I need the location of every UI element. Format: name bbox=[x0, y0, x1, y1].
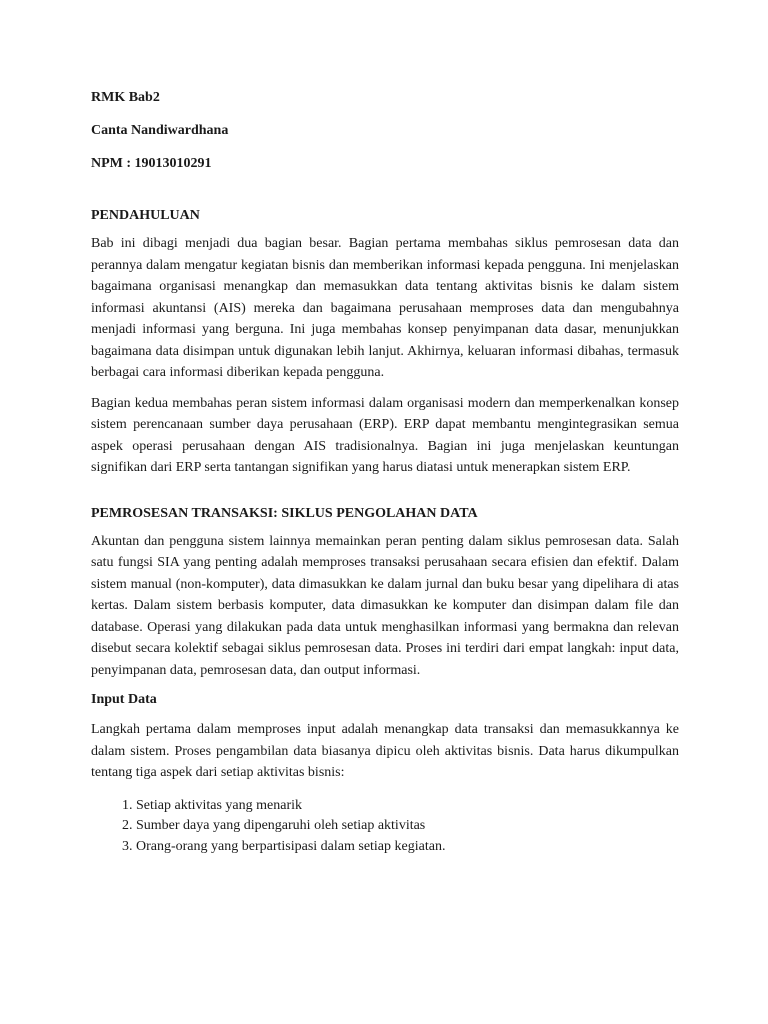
list-item: 3. Orang-orang yang berpartisipasi dalam setiap kegiatan. bbox=[136, 837, 679, 858]
author-name: Canta Nandiwardhana bbox=[91, 123, 229, 138]
intro-paragraph-1: Bab ini dibagi menjadi dua bagian besar. Bagian pertama membahas siklus pemrosesan data dan perannya dalam mengatur kegiatan bisnis dan memberikan informasi kepada pengguna. Ini menjelaskan bagaimana organisasi menangkap dan memasukkan data tentang aktivitas bisnis ke dalam sistem informasi akuntansi (AIS) mereka dan bagaimana perusahaan memproses data dan mengubahnya menjadi informasi yang berguna. Ini juga membahas konsep penyimpanan data dasar, menunjukkan bagaimana data disimpan untuk digunakan lebih lanjut. Akhirnya, keluaran informasi dibahas, termasuk berbagai cara informasi diberikan kepada pengguna. bbox=[91, 236, 679, 380]
list-item: 2. Sumber daya yang dipengaruhi oleh setiap aktivitas bbox=[136, 816, 679, 837]
document-title: RMK Bab2 bbox=[91, 90, 160, 105]
student-id: NPM : 19013010291 bbox=[91, 156, 212, 171]
intro-paragraph-2: Bagian kedua membahas peran sistem informasi dalam organisasi modern dan memperkenalkan konsep sistem perencanaan sumber daya perusahaan (ERP). ERP dapat membantu mengintegrasikan semua aspek operasi perusahaan dengan AIS tradisionalnya. Bagian ini juga menjelaskan keuntungan signifikan dari ERP serta tantangan signifikan yang harus diatasi untuk menerapkan sistem ERP. bbox=[91, 395, 679, 475]
transaction-paragraph: Akuntan dan pengguna sistem lainnya memainkan peran penting dalam siklus pemrosesan data. Salah satu fungsi SIA yang penting adalah memproses transaksi perusahaan secara efisien dan efektif. Dalam sistem manual (non-komputer), data dimasukkan ke dalam jurnal dan buku besar yang dipelihara di atas kertas. Dalam sistem berbasis komputer, data dimasukkan ke komputer dan disimpan dalam file dan database. Operasi yang dilakukan pada data untuk menghasilkan informasi yang bermakna dan relevan disebut secara kolektif sebagai siklus pemrosesan data. Proses ini terdiri dari empat langkah: input data, penyimpanan data, pemrosesan data, dan output informasi. bbox=[91, 533, 679, 678]
subheading-input-data: Input Data bbox=[91, 692, 157, 707]
section-heading-intro: PENDAHULUAN bbox=[91, 208, 200, 223]
input-data-paragraph: Langkah pertama dalam memproses input adalah menangkap data transaksi dan memasukkannya ke dalam sistem. Proses pengambilan data biasanya dipicu oleh aktivitas bisnis. Data harus dikumpulkan tentang tiga aspek dari setiap aktivitas bisnis: bbox=[91, 722, 679, 780]
section-heading-transaction: PEMROSESAN TRANSAKSI: SIKLUS PENGOLAHAN DATA bbox=[91, 505, 478, 521]
list-item: 1. Setiap aktivitas yang menarik bbox=[136, 796, 679, 817]
document-page bbox=[91, 88, 679, 857]
input-data-list bbox=[91, 796, 679, 858]
